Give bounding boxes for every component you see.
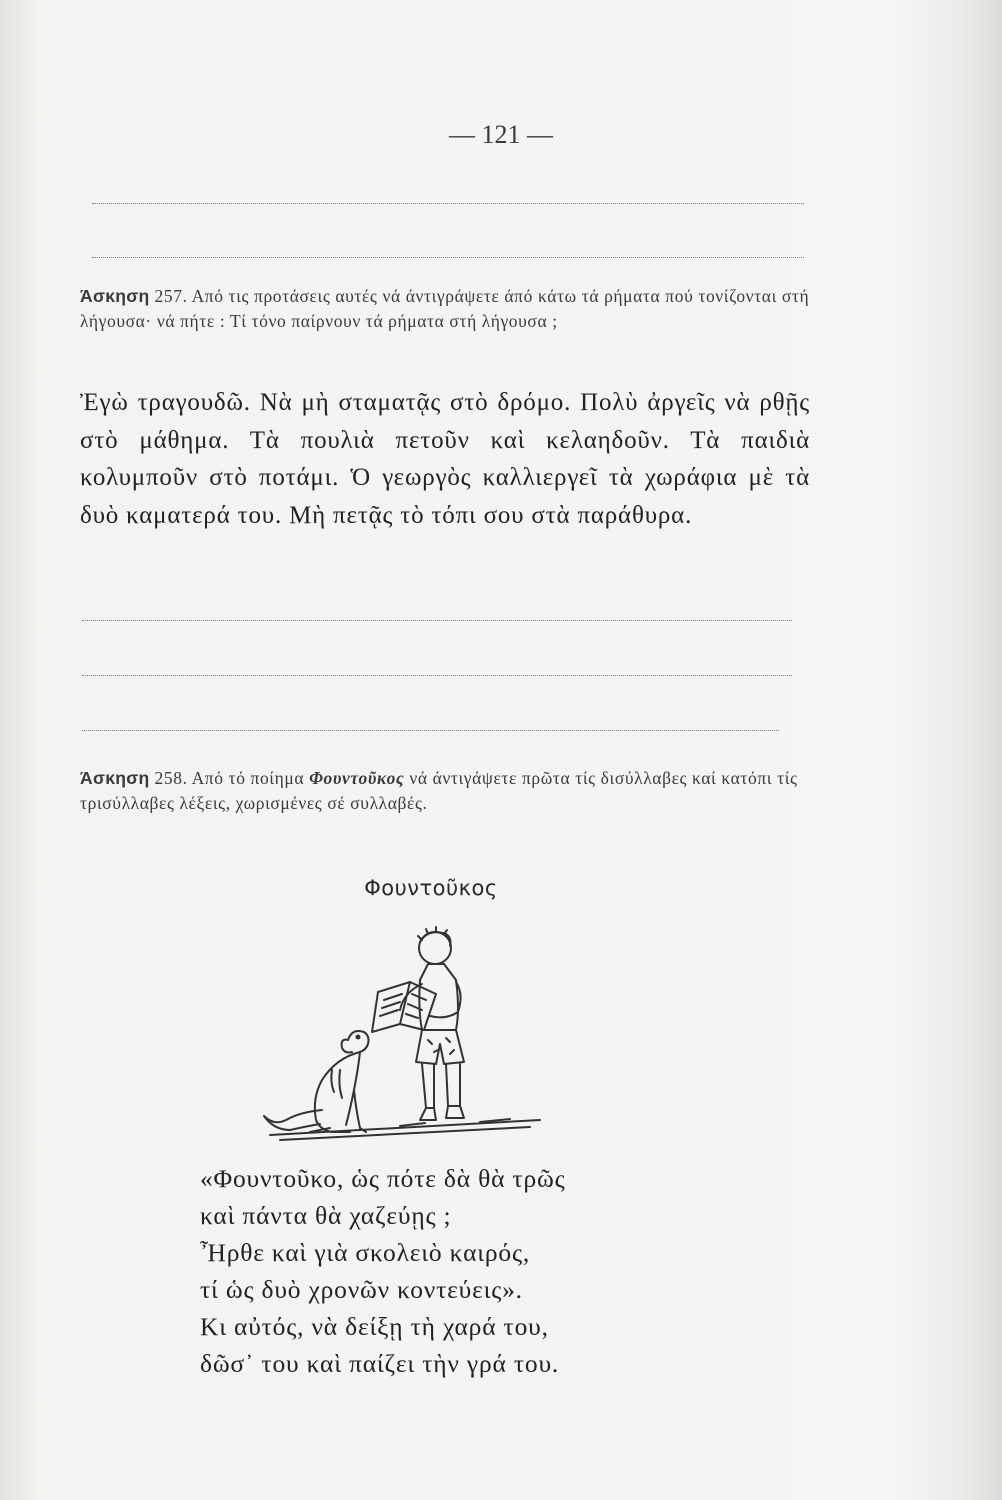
poem-stanza [200, 1160, 565, 1382]
poem-line: «Φουντοῦκο, ὡς πότε δὰ θὰ τρῶς [200, 1164, 566, 1193]
exercise-257-sentences: Ἐγὼ τραγουδῶ. Νὰ μὴ σταματᾷς στὸ δρόμο. Πολὺ ἀργεῖς νὰ ρθῇς στὸ μάθημα. Τὰ πουλιὰ πετοῦν καὶ κελαηδοῦν. Τὰ παιδιὰ κολυμποῦν στὸ ποτάμι. Ὁ γεωργὸς καλλιεργεῖ τὰ χωράφια μὲ τὰ δυὸ καματερά του. Μὴ πετᾷς τὸ τόπι σου στὰ παράθυρα. [80, 389, 810, 529]
exercise-number: 257. [154, 286, 188, 306]
exercise-text-before: Από τό ποίημα [191, 768, 305, 788]
exercise-number: 258. [154, 768, 188, 788]
exercise-label: Άσκηση [80, 768, 150, 788]
answer-line [82, 675, 792, 676]
poem-line: καὶ πάντα θὰ χαζεύῃς ; [200, 1201, 452, 1230]
poem-reference: Φουντοῦκος [309, 768, 405, 788]
poem-line: τί ὡς δυὸ χρονῶν κοντεύεις». [200, 1275, 523, 1304]
exercise-258-instruction [80, 766, 810, 816]
page-number: — 121 — [449, 120, 553, 149]
exercise-label: Άσκηση [80, 286, 150, 306]
poem-title: Φουντοῦκος [364, 876, 498, 900]
poem-line: δῶσ᾿ του καὶ παίζει τὴν γρά του. [200, 1349, 560, 1378]
answer-line [82, 730, 779, 731]
exercise-text-after: νά άντιγάψετε πρῶτα τίς δισύλλαβες καί κατόπι τίς τρισύλλαβες λέξεις, χωρισμένες σέ συλλαβές. [80, 768, 798, 813]
exercise-text: Από τις προτάσεις αυτές νά άντιγράψετε άπό κάτω τά ρήματα πού τονίζονται στή λήγουσα· νά πήτε : Τί τόνο παίρνουν τά ρήματα στή λήγουσα ; [80, 286, 810, 331]
exercise-257-instruction [80, 284, 810, 334]
poem-line: Κι αὐτός, νὰ δείξῃ τὴ χαρά του, [200, 1312, 549, 1341]
answer-line [92, 203, 804, 204]
answer-line [92, 257, 804, 258]
boy-and-dog-illustration [250, 920, 550, 1150]
poem-line: Ἦρθε καὶ γιὰ σκολειὸ καιρός, [200, 1238, 531, 1267]
answer-line [82, 620, 792, 621]
